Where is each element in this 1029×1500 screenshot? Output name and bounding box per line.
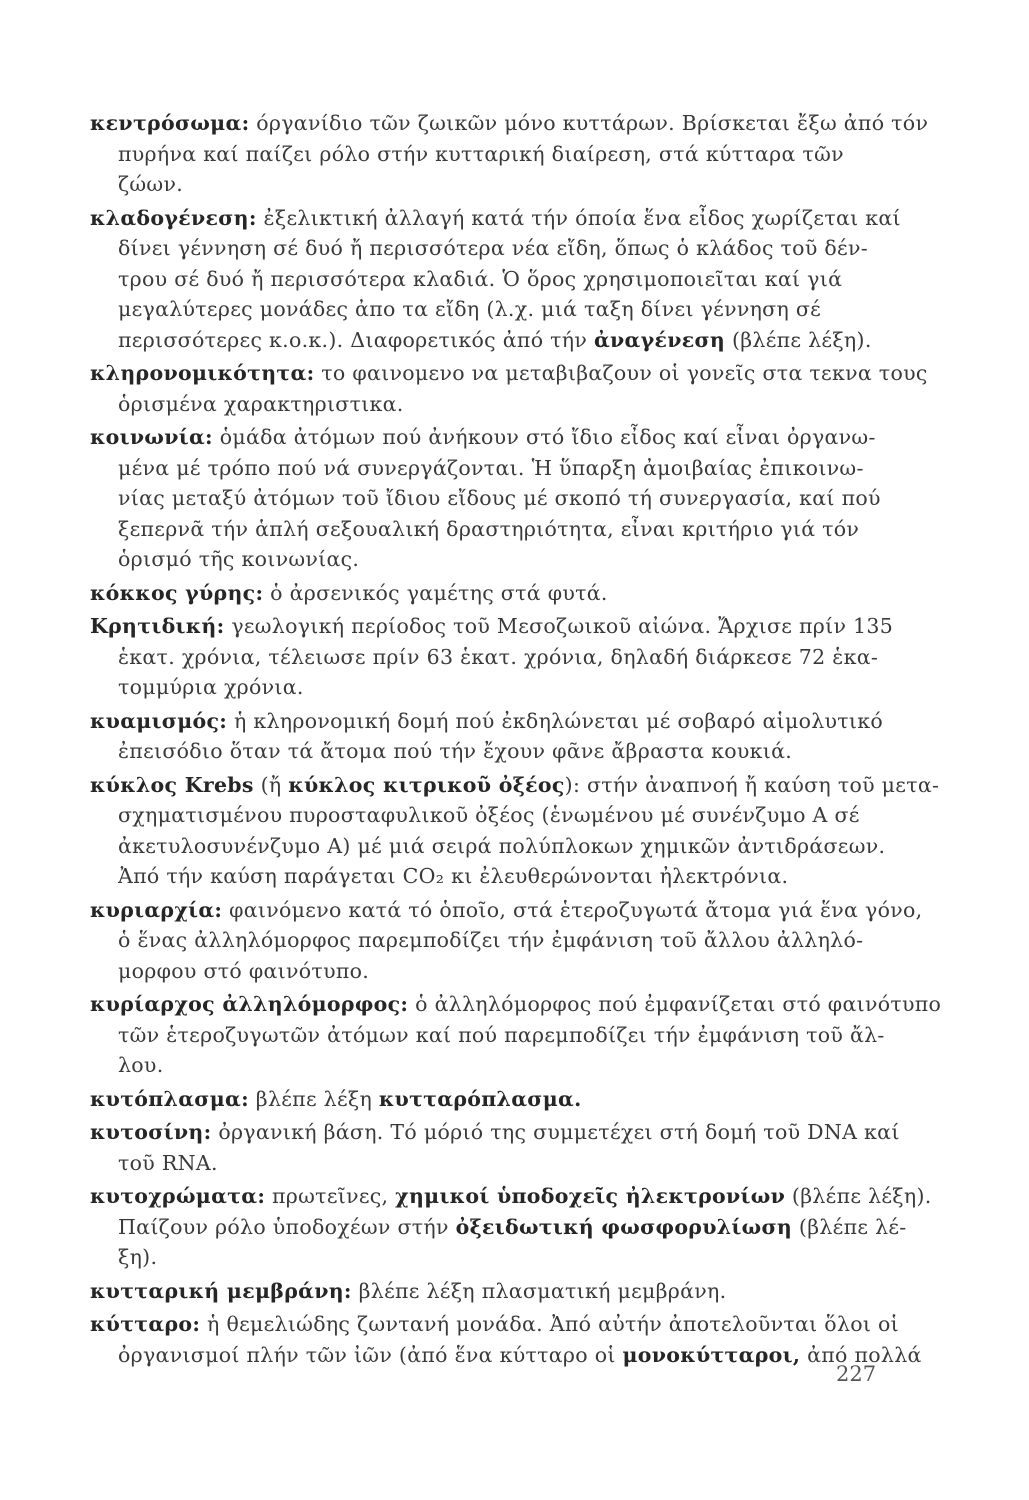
- entry-continuation-line: [90, 925, 880, 956]
- entry-term: κυαμισμός:: [90, 708, 228, 733]
- entry-text: ξεπερνᾶ τήν ἁπλή σεξουαλική δραστηριότητα, εἶναι κριτήριο γιά τόν: [118, 516, 860, 541]
- entry-term: κυρίαρχος ἀλληλόμορφος:: [90, 992, 409, 1016]
- entry-continuation-line: [90, 642, 880, 673]
- entry-first-line: [90, 108, 929, 139]
- entry-text: (βλέπε λέ-: [792, 1214, 907, 1239]
- entry-first-line: [90, 358, 928, 389]
- entry-text: ἐξελικτική ἀλλαγή κατά τήν όποία ἕνα εἶδος χωρίζεται καί: [256, 205, 901, 230]
- entry-continuation-line: [90, 831, 886, 862]
- entry-continuation-line: [90, 483, 880, 514]
- entry-text: ): στήν ἀναπνοή ἤ καύση τοῦ μετα-: [564, 772, 940, 797]
- entry-continuation-line: [90, 325, 880, 356]
- entry-text: νίας μεταξύ ἀτόμων τοῦ ἴδιου εἴδους μέ σκοπό τή συνεργασία, καί πού: [118, 486, 881, 510]
- entry-term: κεντρόσωμα:: [90, 111, 250, 135]
- entry-continuation-line: [90, 389, 880, 420]
- entry-term: Κρητιδική:: [90, 614, 225, 638]
- entry-continuation-line: [90, 1212, 907, 1243]
- entry-text: ὁ ἀρσενικός γαμέτης στά φυτά.: [263, 580, 608, 605]
- entry-continuation-line: [90, 736, 880, 767]
- entry-text: ὁ ἕνας ἀλληλόμορφος παρεμποδίζει τήν ἐμφάνιση τοῦ ἄλλου ἀλληλό-: [118, 928, 864, 952]
- entry-term: κληρονομικότητα:: [90, 361, 315, 385]
- entry-text: ἡ κληρονομική δομή πού ἐκδηλώνεται μέ σοβαρό αἱμολυτικό: [227, 708, 884, 733]
- entry-continuation-line: [90, 264, 880, 295]
- bold-reference: χημικοί ὑποδοχεῖς ἠλεκτρονίων: [395, 1184, 786, 1208]
- entry-term: κύτταρο:: [90, 1312, 201, 1336]
- glossary-entry: [90, 1181, 932, 1273]
- entry-text: Ἀπό τήν καύση παράγεται CO₂ κι ἐλευθερώνονται ἠλεκτρόνια.: [118, 864, 789, 888]
- bold-reference: ἀναγένεση: [593, 327, 726, 352]
- glossary-entry: [90, 611, 894, 703]
- entry-first-line: [90, 1117, 900, 1148]
- glossary-entry: [90, 1276, 880, 1307]
- entry-text: τομμύρια χρόνια.: [118, 675, 304, 699]
- entry-text: ζώων.: [118, 172, 184, 196]
- entry-continuation-line: [90, 800, 880, 831]
- glossary-entry: [90, 578, 880, 609]
- bold-reference: κύκλος κιτρικοῦ ὀξέος: [288, 772, 565, 797]
- entry-first-line: [90, 989, 942, 1020]
- entry-text: τρου σέ δυό ἤ περισσότερα κλαδιά. Ὁ ὅρος χρησιμοποιεῖται καί γιά: [118, 266, 843, 291]
- glossary-entry: [90, 770, 940, 892]
- entry-text: ὀργανική βάση. Τό μόριό της συμμετέχει στή δομή τοῦ DNA καί: [211, 1120, 900, 1144]
- entry-text: ὁρισμένα χαρακτηριστικα.: [118, 391, 404, 416]
- entry-first-line: [90, 578, 880, 609]
- entry-text: περισσότερες κ.ο.κ.). Διαφορετικός ἀπό τήν: [118, 327, 594, 352]
- entry-text: βλέπε λέξη πλασματική μεμβράνη.: [351, 1278, 727, 1303]
- bold-reference: μονοκύτταροι,: [622, 1342, 801, 1367]
- entry-text: Παίζουν ρόλο ὑποδοχέων στήν: [118, 1214, 456, 1239]
- entry-text: ὁμάδα ἀτόμων πού ἀνήκουν στό ἴδιο εἶδος καί εἶναι ὀργανω-: [212, 425, 876, 449]
- entry-continuation-line: [90, 514, 880, 545]
- entry-first-line: [90, 203, 901, 234]
- entry-term: κυτταρική μεμβράνη:: [90, 1278, 352, 1303]
- entry-continuation-line: [90, 1020, 885, 1051]
- bold-reference: ὀξειδωτική φωσφορυλίωση: [455, 1214, 793, 1239]
- entry-term: κυτόπλασμα:: [90, 1086, 249, 1111]
- entry-first-line: [90, 422, 880, 453]
- entry-text: φαινόμενο κατά τό ὁποῖο, στά ἑτεροζυγωτά ἄτομα γιά ἕνα γόνο,: [222, 897, 923, 922]
- entry-continuation-line: [90, 1050, 880, 1081]
- entry-term: κοινωνία:: [90, 425, 213, 449]
- entry-first-line: [90, 895, 923, 926]
- entry-text: (βλέπε λέξη).: [785, 1184, 932, 1208]
- entry-term: κυτοχρώματα:: [90, 1184, 266, 1208]
- entry-continuation-line: [90, 861, 880, 892]
- entry-continuation-line: [90, 1340, 922, 1371]
- entry-text: ὁρισμό τῆς κοινωνίας.: [118, 547, 360, 571]
- entry-text: ὁ ἀλληλόμορφος πού ἐμφανίζεται στό φαινότυπο: [408, 992, 942, 1016]
- entry-continuation-line: [90, 1242, 880, 1273]
- entry-first-line: [90, 1309, 900, 1340]
- entry-text: μορφου στό φαινότυπο.: [118, 958, 370, 983]
- entry-first-line: [90, 770, 940, 801]
- glossary-entry: [90, 422, 880, 575]
- entry-text: ὀργανισμοί πλήν τῶν ἰῶν (ἀπό ἕνα κύτταρο οἱ: [118, 1342, 623, 1367]
- entry-text: ἑκατ. χρόνια, τέλειωσε πρίν 63 ἑκατ. χρόνια, δηλαδή διάρκεσε 72 ἑκα-: [118, 644, 879, 669]
- entry-continuation-line: [90, 1148, 880, 1179]
- entry-text: ξη).: [118, 1245, 158, 1269]
- entry-text: ἡ θεμελιώδης ζωντανή μονάδα. Ἀπό αὐτήν ἀποτελοῦνται ὅλοι οἱ: [200, 1312, 900, 1336]
- entry-text: (ἤ: [253, 772, 289, 797]
- glossary-entry: [90, 1117, 900, 1178]
- glossary-entry: [90, 895, 923, 987]
- entry-text: γεωλογική περίοδος τοῦ Μεσοζωικοῦ αἰώνα. Ἄρχισε πρίν 135: [224, 614, 894, 638]
- entry-text: πρωτεῖνες,: [265, 1184, 396, 1208]
- glossary-entry: [90, 108, 929, 200]
- entry-continuation-line: [90, 544, 880, 575]
- entry-text: τῶν ἑτεροζυγωτῶν ἀτόμων καί πού παρεμποδίζει τήν ἐμφάνιση τοῦ ἄλ-: [118, 1022, 885, 1047]
- entry-first-line: [90, 1181, 932, 1212]
- entry-text: μεγαλύτερες μονάδες ἀπο τα εἴδη (λ.χ. μιά ταξη δίνει γέννηση σέ: [118, 297, 822, 321]
- entry-continuation-line: [90, 672, 880, 703]
- entry-text: ἀκετυλοσυνένζυμο Α) μέ μιά σειρά πολύπλοκων χημικῶν ἀντιδράσεων.: [118, 833, 886, 858]
- entry-text: τοῦ RNA.: [118, 1150, 218, 1175]
- page-number: 227: [836, 1362, 877, 1386]
- entry-continuation-line: [90, 169, 880, 200]
- glossary-entry: [90, 358, 928, 419]
- entry-continuation-line: [90, 453, 880, 484]
- entry-text: δίνει γέννηση σέ δυό ἤ περισσότερα νέα εἴδη, ὅπως ὁ κλάδος τοῦ δέν-: [118, 236, 868, 260]
- entry-text: ἀπό πολλά: [800, 1342, 922, 1367]
- entry-text: ἐπεισόδιο ὅταν τά ἄτομα πού τήν ἔχουν φᾶνε ἄβραστα κουκιά.: [118, 739, 793, 763]
- glossary-entry: [90, 203, 901, 356]
- entry-text: (βλέπε λέξη).: [725, 327, 872, 352]
- entry-first-line: [90, 611, 894, 642]
- entry-text: λου.: [118, 1053, 164, 1077]
- entry-term: κυριαρχία:: [90, 897, 223, 922]
- entry-term: κυτοσίνη:: [90, 1120, 212, 1144]
- glossary-entry: [90, 989, 942, 1081]
- entry-term: κύκλος Krebs: [90, 772, 254, 797]
- entry-term: κόκκος γύρης:: [90, 580, 264, 605]
- entry-text: σχηματισμένου πυροσταφυλικοῦ ὀξέος (ἑνωμένου μέ συνένζυμο Α σέ: [118, 803, 860, 827]
- glossary-entry: [90, 706, 884, 767]
- entry-continuation-line: [90, 294, 880, 325]
- entry-text: μένα μέ τρόπο πού νά συνεργάζονται. Ἡ ὕπαρξη ἀμοιβαίας ἐπικοινω-: [118, 455, 864, 480]
- entry-first-line: [90, 1276, 880, 1307]
- entry-first-line: [90, 1084, 880, 1115]
- entry-text: πυρήνα καί παίζει ρόλο στήν κυτταρική διαίρεση, στά κύτταρα τῶν: [118, 141, 844, 166]
- entry-text: βλέπε λέξη: [248, 1086, 379, 1111]
- entry-continuation-line: [90, 233, 880, 264]
- bold-reference: κυτταρόπλασμα.: [378, 1086, 582, 1111]
- entry-continuation-line: [90, 139, 880, 170]
- entry-continuation-line: [90, 956, 880, 987]
- glossary-text: [90, 108, 942, 1373]
- entry-term: κλαδογένεση:: [90, 205, 257, 230]
- entry-text: το φαινομενο να μεταβιβαζουν οἱ γονεῖς στα τεκνα τους: [314, 361, 928, 385]
- entry-first-line: [90, 706, 884, 737]
- glossary-entry: [90, 1309, 922, 1370]
- glossary-entry: [90, 1084, 880, 1115]
- entry-text: όργανίδιο τῶν ζωικῶν μόνο κυττάρων. Βρίσκεται ἔξω ἀπό τόν: [249, 111, 929, 135]
